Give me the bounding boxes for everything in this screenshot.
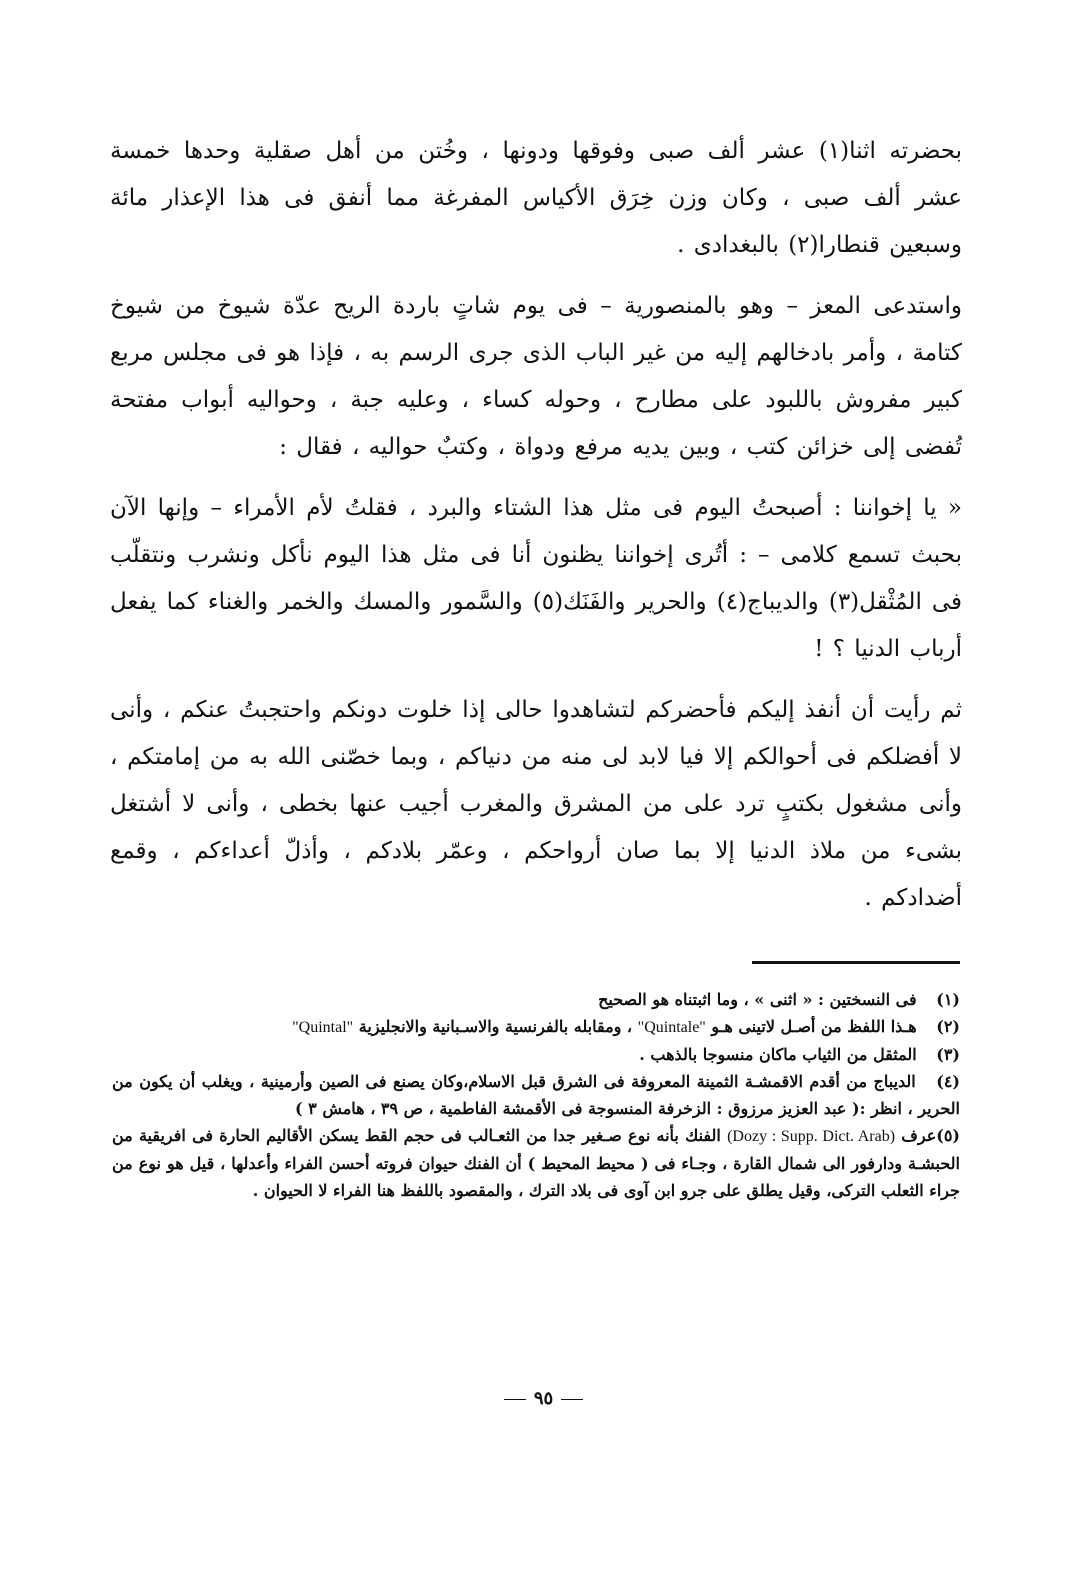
footnote-number: (٣) xyxy=(936,1045,960,1064)
main-text xyxy=(110,128,962,922)
citation: (Dozy : Supp. Dict. Arab) xyxy=(727,1128,896,1145)
latin-term: "Quintale" xyxy=(637,1019,706,1036)
footnote-5 xyxy=(112,1122,960,1204)
paragraph-3: « يا إخواننا : أصبحتُ اليوم فى مثل هذا الشتاء والبرد ، فقلتُ لأم الأمراء – وإنها الآن بحبث تسمع كلامى – : أتُرى إخواننا يظنون أنا فى مثل هذا اليوم نأكل ونشرب ونتقلّب فى المُثْقل(٣) والديباج(٤) والحرير والفَنَك(٥) والسَّمور والمسك والخمر والغناء كما يفعل أرباب الدنيا ؟ ! xyxy=(110,495,963,662)
page-number xyxy=(0,1388,1087,1409)
footnote-text: الديباج من أقدم الاقمشـة الثمينة المعروفة فى الشرق قبل الاسلام،وكان يصنع فى الصين وأرمينية ، ويغلب أن يكون من الحرير ، انظر :( عبد العزيز مرزوق : الزخرفة المنسوجة فى الأقمشة الفاطمية ، ص ٣٩ ، هامش ٣ ) xyxy=(112,1072,960,1118)
footnote-text: ، ومقابله بالفرنسية والاسـبانية والانجليزية xyxy=(358,1017,633,1036)
paragraph-2: واستدعى المعز – وهو بالمنصورية – فى يوم شاتٍ باردة الريح عدّة شيوخ من شيوخ كتامة ، وأمر بادخالهم إليه من غير الباب الذى جرى الرسم به ، فإذا هو فى مجلس مربع كبير مفروش باللبود على مطارح ، وحوله كساء ، وعليه جبة ، وحواليه أبواب مفتحة تُفضى إلى خزائن كتب ، وبين يديه مرفع ودواة ، وكتبٌ حواليه ، فقال : xyxy=(110,293,962,460)
latin-term: "Quintal" xyxy=(292,1019,354,1036)
footnote-1 xyxy=(112,986,960,1013)
page-number-dash-right xyxy=(561,1399,583,1400)
footnote-text: المثقل من الثياب ماكان منسوجا بالذهب . xyxy=(639,1045,917,1064)
footnotes xyxy=(112,986,960,1204)
footnote-2 xyxy=(112,1013,960,1041)
footnote-number: (١) xyxy=(936,990,960,1009)
page-number-dash-left xyxy=(504,1399,526,1400)
footnote-text: هـذا اللفظ من أصـل لاتينى هـو xyxy=(711,1017,917,1036)
page-number-text: ٩٥ xyxy=(533,1388,554,1409)
footnote-text: فى النسختين : « اثنى » ، وما اثبتناه هو الصحيح xyxy=(598,990,917,1009)
footnote-4 xyxy=(112,1068,960,1122)
footnote-text: عرف xyxy=(901,1126,937,1145)
footnote-number: (٢) xyxy=(936,1017,960,1036)
footnote-number: (٥) xyxy=(936,1126,960,1145)
footnote-3 xyxy=(112,1041,960,1068)
footnote-text: الفنك بأنه نوع صـغير جدا من الثعـالب فى حجم القط يسكن الأقاليم الحارة فى افريقية من الحبشـة ودارفور الى شمال القارة ، وجـاء فى ( محيط المحيط ) أن الفنك حيوان فروته أحسن الفراء وأعدلها ، قيل هو نوع من جراء الثعلب التركى، وقيل يطلق على جرو ابن آوى فى بلاد الترك ، والمقصود باللفظ هنا الفراء لا الحيوان . xyxy=(112,1126,960,1200)
paragraph-1: بحضرته اثنا(١) عشر ألف صبى وفوقها ودونها ، وخُتن من أهل صقلية وحدها خمسة عشر ألف صبى ، وكان وزن خِرَق الأكياس المفرغة مما أنفق فى هذا الإعذار مائة وسبعين قنطارا(٢) بالبغدادى . xyxy=(110,138,963,258)
footnote-number: (٤) xyxy=(936,1072,960,1091)
footnote-divider xyxy=(752,961,960,964)
paragraph-4: ثم رأيت أن أنفذ إليكم فأحضركم لتشاهدوا حالى إذا خلوت دونكم واحتجبتُ عنكم ، وأنى لا أفضلكم فى أحوالكم إلا فيا لابد لى منه من دنياكم ، وبما خصّنى الله به من إمامتكم ، وأنى مشغول بكتبٍ ترد على من المشرق والمغرب أجيب عنها بخطى ، وأنى لا أشتغل بشىء من ملاذ الدنيا إلا بما صان أرواحكم ، وعمّر بلادكم ، وأذلّ أعداءكم ، وقمع أضدادكم . xyxy=(110,697,962,911)
